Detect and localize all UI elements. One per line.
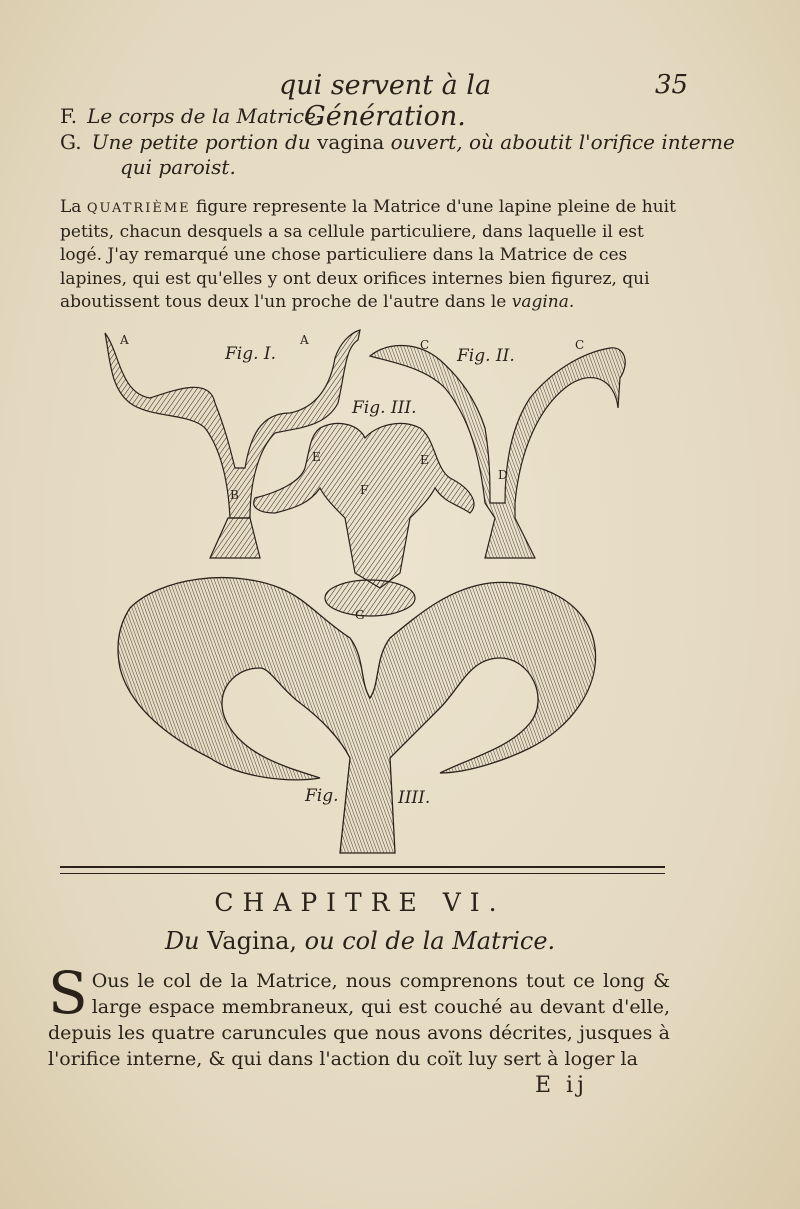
chapter-title: CHAPITRE VI. xyxy=(214,888,506,917)
plate-letter-e2: E xyxy=(420,453,429,467)
page-number: 35 xyxy=(655,70,689,100)
figure-three-drawing xyxy=(254,423,474,616)
chapter-subtitle-c: ou col de la Matrice. xyxy=(304,927,556,955)
plate-letter-g: G xyxy=(355,608,365,622)
fig-four-label-b: IIII. xyxy=(398,788,431,808)
legend-text-g-d: qui paroist. xyxy=(120,155,236,179)
plate-letter-e1: E xyxy=(312,450,321,464)
chapter-subtitle-b: Vagina, xyxy=(207,927,298,955)
anatomical-plate xyxy=(90,318,650,863)
plate-letter-a1: A xyxy=(120,333,129,347)
legend-letter-g: G. xyxy=(60,130,82,154)
legend-text-f: Le corps de la Matrice. xyxy=(87,104,323,128)
chapter-subtitle xyxy=(0,927,720,955)
plate-letter-c1: C xyxy=(420,338,430,352)
legend-text-g-b: vagina xyxy=(317,130,385,154)
plate-letter-b: B xyxy=(230,488,239,502)
legend-text-g-a: Une petite portion du xyxy=(91,130,311,154)
para-rest: figure represente la Matrice d'une lapine pleine de huit petits, chacun desquels a sa cellule particuliere, dans laquelle il est logé. J'ay remarqué une chose particuliere dans la Matrice de ces lapines, qui est qu'elles y ont deux orifices internes bien figurez, qui aboutissent tous deux l'un proche de l'autre dans le xyxy=(60,197,676,312)
fig-two-label: Fig. II. xyxy=(457,346,515,366)
drop-cap: S xyxy=(48,959,88,1027)
plate-letter-a2: A xyxy=(300,333,309,347)
fig-four-label-a: Fig. xyxy=(305,786,339,806)
chapter-subtitle-a: Du xyxy=(164,927,200,955)
legend-text-g-c: ouvert, où aboutit l'orifice interne xyxy=(390,130,735,154)
legend-letter-f: F. xyxy=(60,104,78,128)
chapter-body xyxy=(48,959,670,1072)
chapter-body-text: Ous le col de la Matrice, nous comprenons tout ce long & large espace membraneux, qui est couché au devant d'elle, depuis les quatre caruncules que nous avons décrites, jusques à l'orifice interne, & qui dans l'action du coït luy sert à loger la xyxy=(48,970,670,1070)
para-smallcaps: QUATRIÈME xyxy=(86,201,191,216)
legend-item-f xyxy=(60,104,322,128)
plate-letter-c2: C xyxy=(575,338,585,352)
fig-one-label: Fig. I. xyxy=(225,344,277,364)
legend-item-g xyxy=(60,130,735,154)
plate-letter-d: D xyxy=(498,468,508,482)
description-paragraph xyxy=(60,196,680,315)
para-end: vagina. xyxy=(511,292,575,312)
plate-letter-f: F xyxy=(360,483,369,497)
running-head: qui servent à la Génération. xyxy=(278,70,492,132)
section-rule xyxy=(60,866,665,874)
para-start: La xyxy=(60,197,82,217)
signature-mark: E ij xyxy=(535,1073,588,1098)
fig-three-label: Fig. III. xyxy=(352,398,417,418)
